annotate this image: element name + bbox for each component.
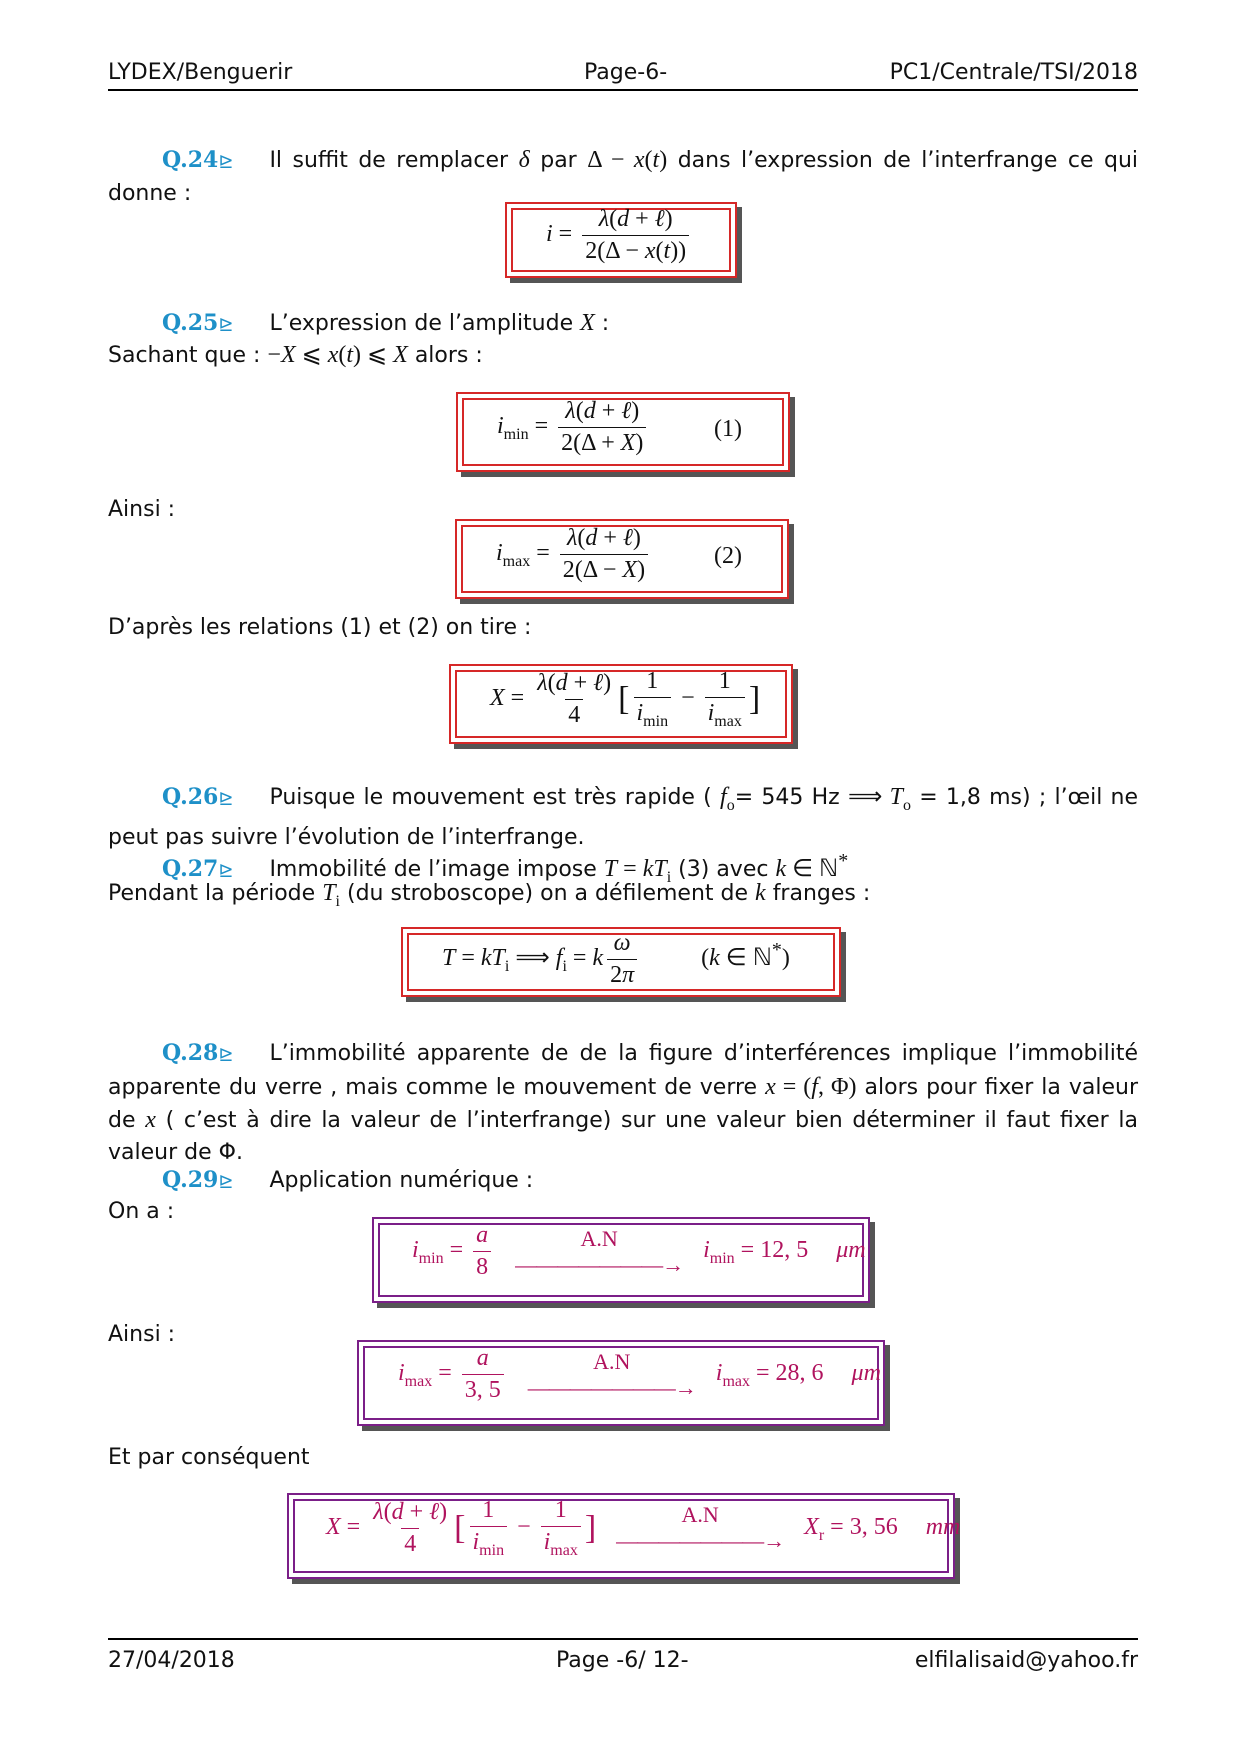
header-rule <box>108 89 1138 91</box>
q25-relations: D’après les relations (1) et (2) on tire : <box>108 615 532 640</box>
equation-X: X = $\frac{\text{λ(d + ℓ)}}{4}$ [ $\frac{1}{i_{min}}$ − $\frac{1}{i_{max}}$ ] <box>490 668 761 730</box>
q29-etpar: Et par conséquent <box>108 1445 310 1470</box>
q28-label: Q.28 <box>162 1040 219 1066</box>
q24-label: Q.24 <box>162 147 219 173</box>
q26-paragraph: Q.26⊵ Puisque le mouvement est très rapide ( $f_o= 545$ Hz ⟹ $T_o = 1,8$ ms) ; l’œil ne peut pas suivre l’évolution de l’interfrange. <box>108 784 1139 850</box>
footer-rule <box>108 1638 1138 1640</box>
footer-left: 27/04/2018 <box>108 1648 235 1673</box>
equation-Xr: X = $\frac{\text{λ(d + ℓ)}}{4}$ [ $\frac{1}{i_{min}}$ − $\frac{1}{i_{max}}$ ] A.N ———————→ $X_r = 3$, 56 mm <box>326 1497 961 1559</box>
q24-paragraph: Q.24⊵ Il suffit de remplacer δ par Δ − x(t) dans l’expression de l’interfrange ce qui donne : <box>108 147 1139 206</box>
q27-line2: Pendant la période $T_i$ (du stroboscope) on a défilement de k franges : <box>108 880 871 910</box>
q29-ainsi: Ainsi : <box>108 1322 176 1347</box>
header-center: Page-6- <box>584 60 668 85</box>
q25-ainsi: Ainsi : <box>108 497 176 522</box>
header-left: LYDEX/Benguerir <box>108 60 293 85</box>
equation-imin: $i_{min}$ = $\frac{\text{λ(d + ℓ)}}{2(\Delta + X)}$ <box>497 398 650 457</box>
header-right: PC1/Centrale/TSI/2018 <box>889 60 1138 85</box>
equation-imin-an: $i_{min}$ = $\frac{a}{8}$ A.N ———————→ $i_{min} = 12$, 5 μm <box>412 1222 866 1280</box>
q26-label: Q.26 <box>162 784 219 810</box>
q25-line2: Sachant que : −X ⩽ x(t) ⩽ X alors : <box>108 342 483 368</box>
triangle-icon: ⊵ <box>218 151 234 172</box>
equation-T: $T = kT_i$ ⟹ $f_i = k$ $\frac{\omega}{2\pi}$ (k ∈ ℕ*) <box>442 930 790 988</box>
q29-label: Q.29 <box>162 1167 219 1193</box>
equation-tag-2: (2) <box>714 543 742 569</box>
q28-paragraph: Q.28⊵ L’immobilité apparente de de la figure d’interférences implique l’immobilité apparente du verre , mais comme le mouvement de verre x = (f, Φ) alors pour fixer la valeur de x ( c’est à dire la valeur de l’interfrange) sur une valeur bien déterminer il faut fixer la valeur de Φ. <box>108 1040 1138 1165</box>
q25-label: Q.25 <box>162 310 219 336</box>
q25-line1: Q.25⊵ L’expression de l’amplitude X : <box>162 310 610 336</box>
q27-line1: Q.27⊵ Immobilité de l’image impose $T = kT_i$ (3) avec k ∈ ℕ* <box>162 850 849 886</box>
q29-line1: Q.29⊵ Application numérique : <box>162 1167 534 1193</box>
equation-tag-1: (1) <box>714 416 742 442</box>
q27-label: Q.27 <box>162 856 219 882</box>
footer-right: elfilalisaid@yahoo.fr <box>914 1648 1138 1673</box>
footer-center: Page -6/ 12- <box>556 1648 689 1673</box>
q29-ona: On a : <box>108 1199 175 1224</box>
equation-imax-an: $i_{max}$ = $\frac{a}{3, 5}$ A.N ———————→ $i_{max} = 28$, 6 μm <box>398 1345 881 1403</box>
equation-imax: $i_{max}$ = $\frac{\text{λ(d + ℓ)}}{2(\Delta - X)}$ <box>496 525 652 584</box>
equation-i: i = $\frac{\text{λ(d + ℓ)}}{2(\Delta - x(t))}$ <box>546 206 693 265</box>
